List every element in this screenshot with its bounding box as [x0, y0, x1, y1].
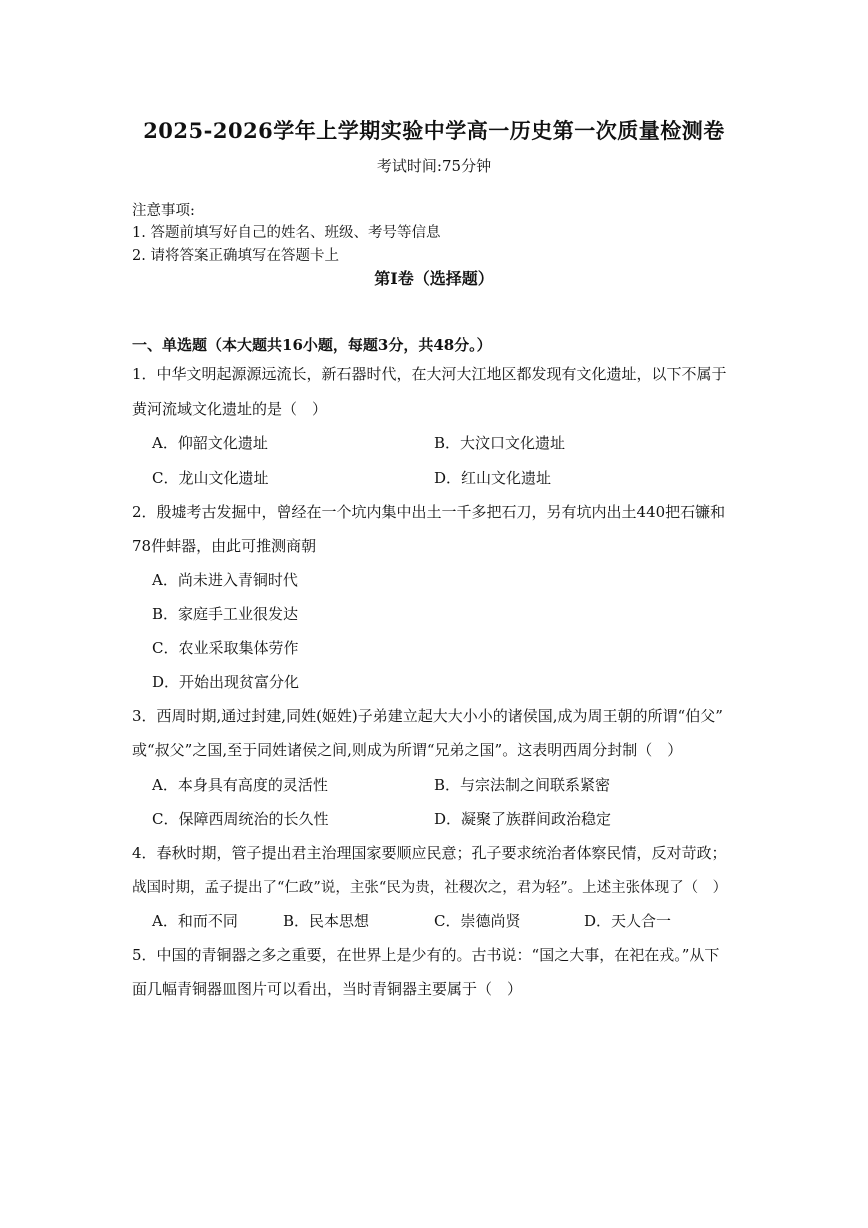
question-5-line-2: 面几幅青铜器皿图片可以看出，当时青铜器主要属于（ ） [132, 980, 523, 998]
question-2-line-1: 2．殷墟考古发掘中，曾经在一个坑内集中出土一千多把石刀，另有坑内出土440把石镰和 [132, 503, 726, 521]
question-1-line-2: 黄河流域文化遗址的是（ ） [132, 400, 328, 418]
volume-title: 第Ⅰ卷（选择题） [374, 269, 494, 288]
question-4-line-1: 4．春秋时期，管子提出君主治理国家要顺应民意；孔子要求统治者体察民情，反对苛政； [132, 844, 727, 862]
exam-time: 考试时间:75分钟 [376, 157, 492, 175]
question-1-option-a: A．仰韶文化遗址 [152, 434, 268, 452]
question-3-option-c: C．保障西周统治的长久性 [152, 810, 329, 828]
question-3-line-1: 3．西周时期,通过封建,同姓(姬姓)子弟建立起大大小小的诸侯国,成为周王朝的所谓“伯父” [132, 707, 723, 725]
question-2-option-d: D．开始出现贫富分化 [152, 673, 300, 691]
question-4-option-d: D．天人合一 [584, 912, 672, 930]
section-title: 一、单选题（本大题共16小题，每题3分，共48分。） [132, 336, 492, 354]
question-3-line-2: 或“叔父”之国,至于同姓诸侯之间,则成为所谓“兄弟之国”。这表明西周分封制（ ） [132, 741, 683, 759]
question-3-option-d: D．凝聚了族群间政治稳定 [434, 810, 612, 828]
note-item: 1. 答题前填写好自己的姓名、班级、考号等信息 [132, 225, 441, 241]
question-2-option-c: C．农业采取集体劳作 [152, 639, 299, 657]
question-4-line-2: 战国时期，孟子提出了“仁政”说，主张“民为贵，社稷次之，君为轻”。上述主张体现了（ ） [132, 880, 728, 896]
question-4-option-b: B．民本思想 [283, 912, 370, 930]
note-item: 2. 请将答案正确填写在答题卡上 [132, 248, 339, 264]
question-4-option-c: C．崇德尚贤 [434, 912, 521, 930]
question-2-option-b: B．家庭手工业很发达 [152, 605, 299, 623]
question-1-option-d: D．红山文化遗址 [434, 469, 552, 487]
question-1-option-b: B．大汶口文化遗址 [434, 434, 566, 452]
question-1-line-1: 1．中华文明起源源远流长，新石器时代，在大河大江地区都发现有文化遗址，以下不属于 [132, 365, 727, 383]
question-2-option-a: A．尚未进入青铜时代 [152, 571, 298, 589]
question-2-line-2: 78件蚌器，由此可推测商朝 [132, 537, 317, 555]
notes-heading: 注意事项: [132, 203, 195, 219]
question-3-option-b: B．与宗法制之间联系紧密 [434, 776, 611, 794]
question-5-line-1: 5．中国的青铜器之多之重要，在世界上是少有的。古书说：“国之大事，在祀在戎。”从下 [132, 946, 720, 964]
question-1-option-c: C．龙山文化遗址 [152, 469, 269, 487]
exam-title: 2025-2026学年上学期实验中学高一历史第一次质量检测卷 [143, 118, 725, 143]
question-4-option-a: A．和而不同 [152, 912, 238, 930]
question-3-option-a: A．本身具有高度的灵活性 [152, 776, 328, 794]
